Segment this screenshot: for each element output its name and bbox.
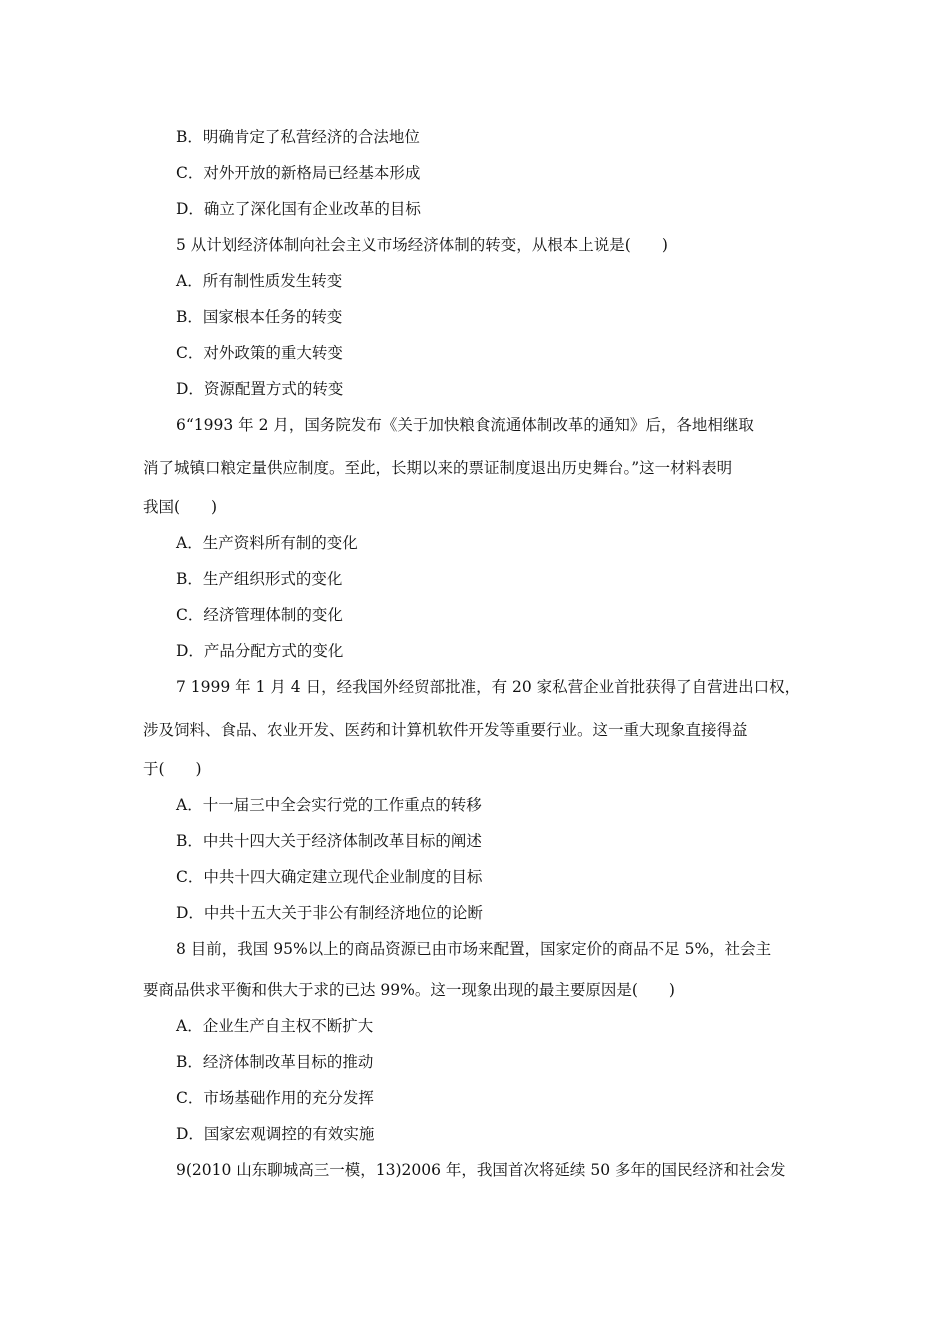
q5-option-c: C．对外政策的重大转变: [176, 344, 343, 362]
q6-option-b: B．生产组织形式的变化: [176, 570, 343, 588]
q6-stem-line-2: 消了城镇口粮定量供应制度。至此，长期以来的票证制度退出历史舞台。”这一材料表明: [143, 459, 733, 477]
q5-stem: 5 从计划经济体制向社会主义市场经济体制的转变，从根本上说是( ): [176, 236, 668, 254]
q6-stem-line-1: 6“1993 年 2 月，国务院发布《关于加快粮食流通体制改革的通知》后，各地相继取: [176, 416, 754, 434]
q5-option-a: A．所有制性质发生转变: [176, 272, 343, 290]
q7-option-b: B．中共十四大关于经济体制改革目标的阐述: [176, 832, 482, 850]
q5-option-b: B．国家根本任务的转变: [176, 308, 343, 326]
q7-stem-line-1: 7 1999 年 1 月 4 日，经我国外经贸部批准，有 20 家私营企业首批获得了自营进出口权，: [176, 678, 801, 696]
q6-option-c: C．经济管理体制的变化: [176, 606, 343, 624]
q4-option-c: C．对外开放的新格局已经基本形成: [176, 164, 421, 182]
q8-option-d: D．国家宏观调控的有效实施: [176, 1125, 375, 1143]
q8-option-a: A．企业生产自主权不断扩大: [176, 1017, 374, 1035]
q7-option-d: D．中共十五大关于非公有制经济地位的论断: [176, 904, 483, 922]
q8-option-c: C．市场基础作用的充分发挥: [176, 1089, 374, 1107]
q4-option-d: D．确立了深化国有企业改革的目标: [176, 200, 421, 218]
q7-stem-line-2: 涉及饲料、食品、农业开发、医药和计算机软件开发等重要行业。这一重大现象直接得益: [143, 721, 748, 739]
q8-stem-line-2: 要商品供求平衡和供大于求的已达 99%。这一现象出现的最主要原因是( ): [143, 981, 675, 999]
q6-option-a: A．生产资料所有制的变化: [176, 534, 358, 552]
q7-option-a: A．十一届三中全会实行党的工作重点的转移: [176, 796, 482, 814]
q6-stem-line-3: 我国( ): [143, 498, 218, 516]
q5-option-d: D．资源配置方式的转变: [176, 380, 344, 398]
q8-stem-line-1: 8 目前，我国 95%以上的商品资源已由市场来配置，国家定价的商品不足 5%，社会主: [176, 940, 772, 958]
q7-option-c: C．中共十四大确定建立现代企业制度的目标: [176, 868, 483, 886]
q4-option-b: B．明确肯定了私营经济的合法地位: [176, 128, 420, 146]
q6-option-d: D．产品分配方式的变化: [176, 642, 344, 660]
q9-stem-line-1: 9(2010 山东聊城高三一模，13)2006 年，我国首次将延续 50 多年的国民经济和社会发: [176, 1161, 786, 1179]
q8-option-b: B．经济体制改革目标的推动: [176, 1053, 374, 1071]
q7-stem-line-3: 于( ): [143, 760, 202, 778]
